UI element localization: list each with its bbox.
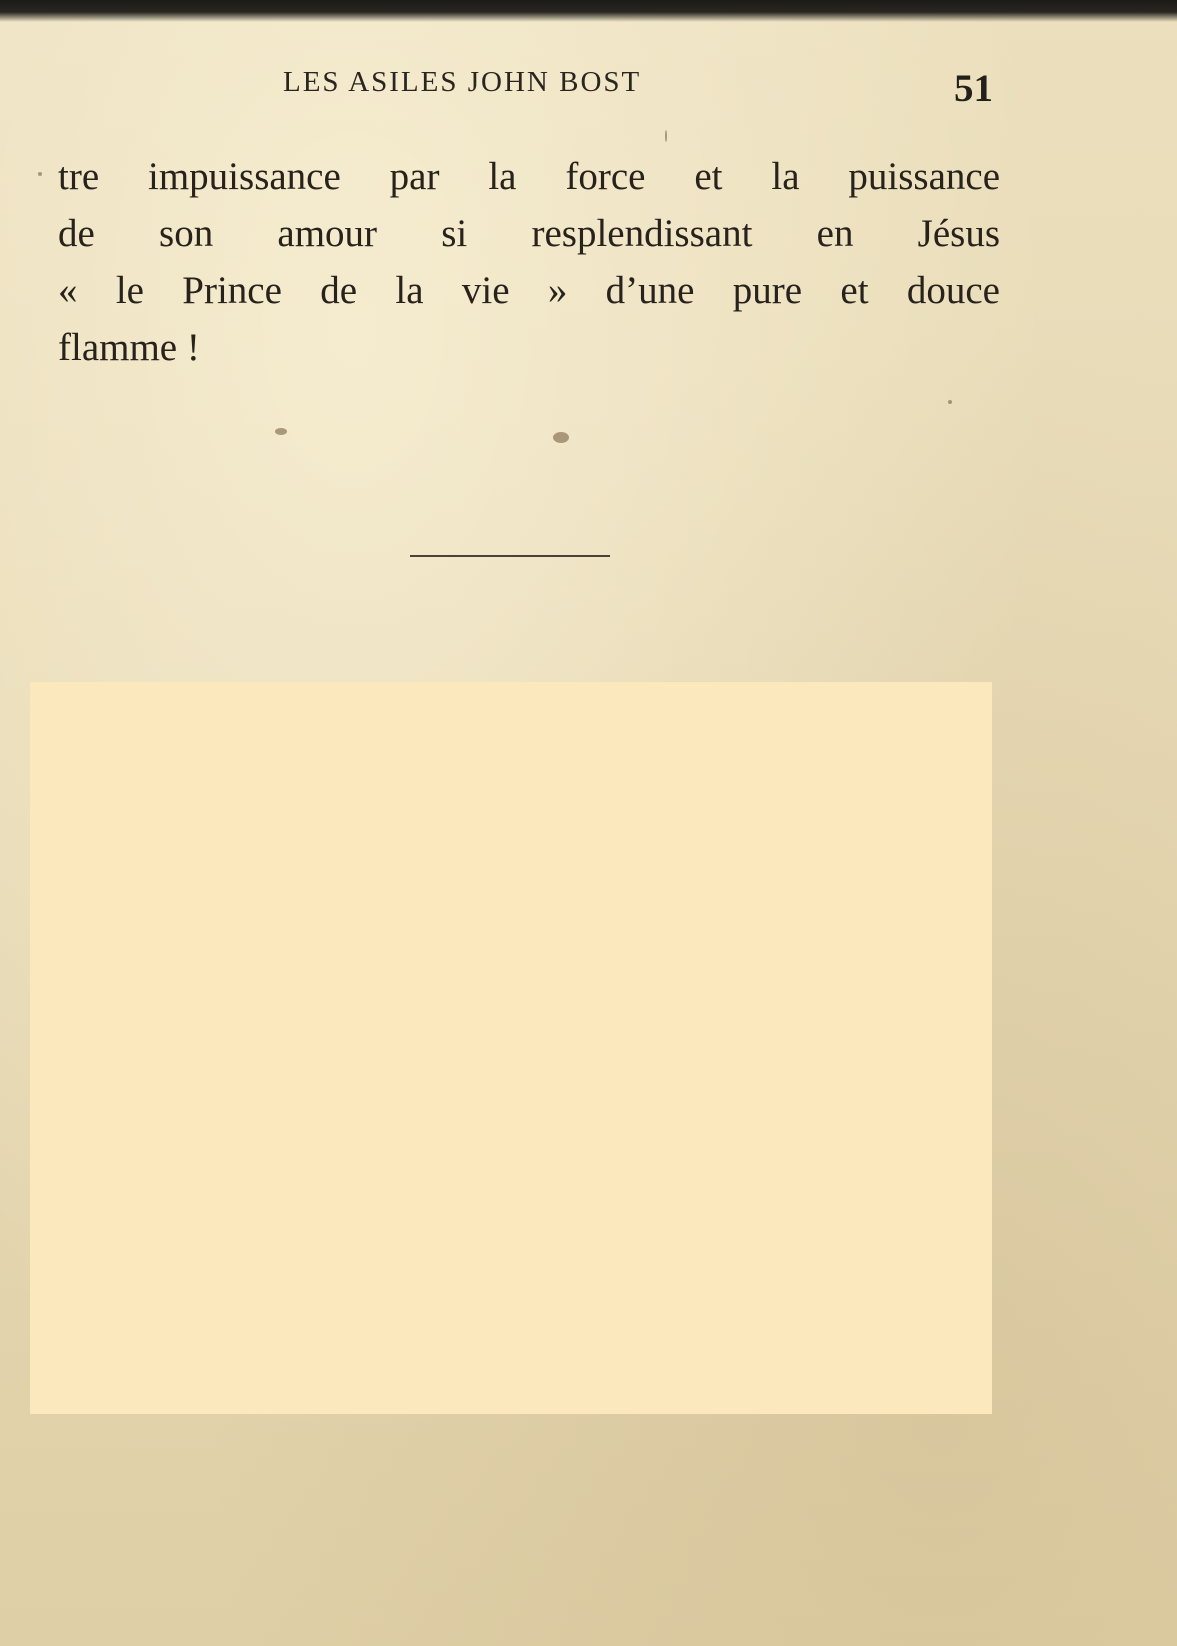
paper-speck bbox=[948, 400, 952, 404]
paper-speck bbox=[553, 432, 569, 443]
page-number: 51 bbox=[954, 67, 993, 110]
text-line: flamme ! bbox=[58, 326, 200, 369]
text-line: « le Prince de la vie » d’une pure et douce bbox=[58, 269, 1000, 312]
paper-speck bbox=[38, 172, 42, 176]
text-line: de son amour si resplendissant en Jésus bbox=[58, 212, 1000, 255]
section-divider bbox=[410, 555, 610, 557]
running-title: LES ASILES JOHN BOST bbox=[283, 66, 642, 98]
blank-panel bbox=[30, 682, 992, 1414]
paper-speck bbox=[665, 130, 667, 142]
paragraph bbox=[58, 148, 1000, 376]
scan-top-edge bbox=[0, 0, 1177, 22]
text-line: tre impuissance par la force et la puissance bbox=[58, 155, 1000, 198]
paper-speck bbox=[275, 428, 287, 435]
